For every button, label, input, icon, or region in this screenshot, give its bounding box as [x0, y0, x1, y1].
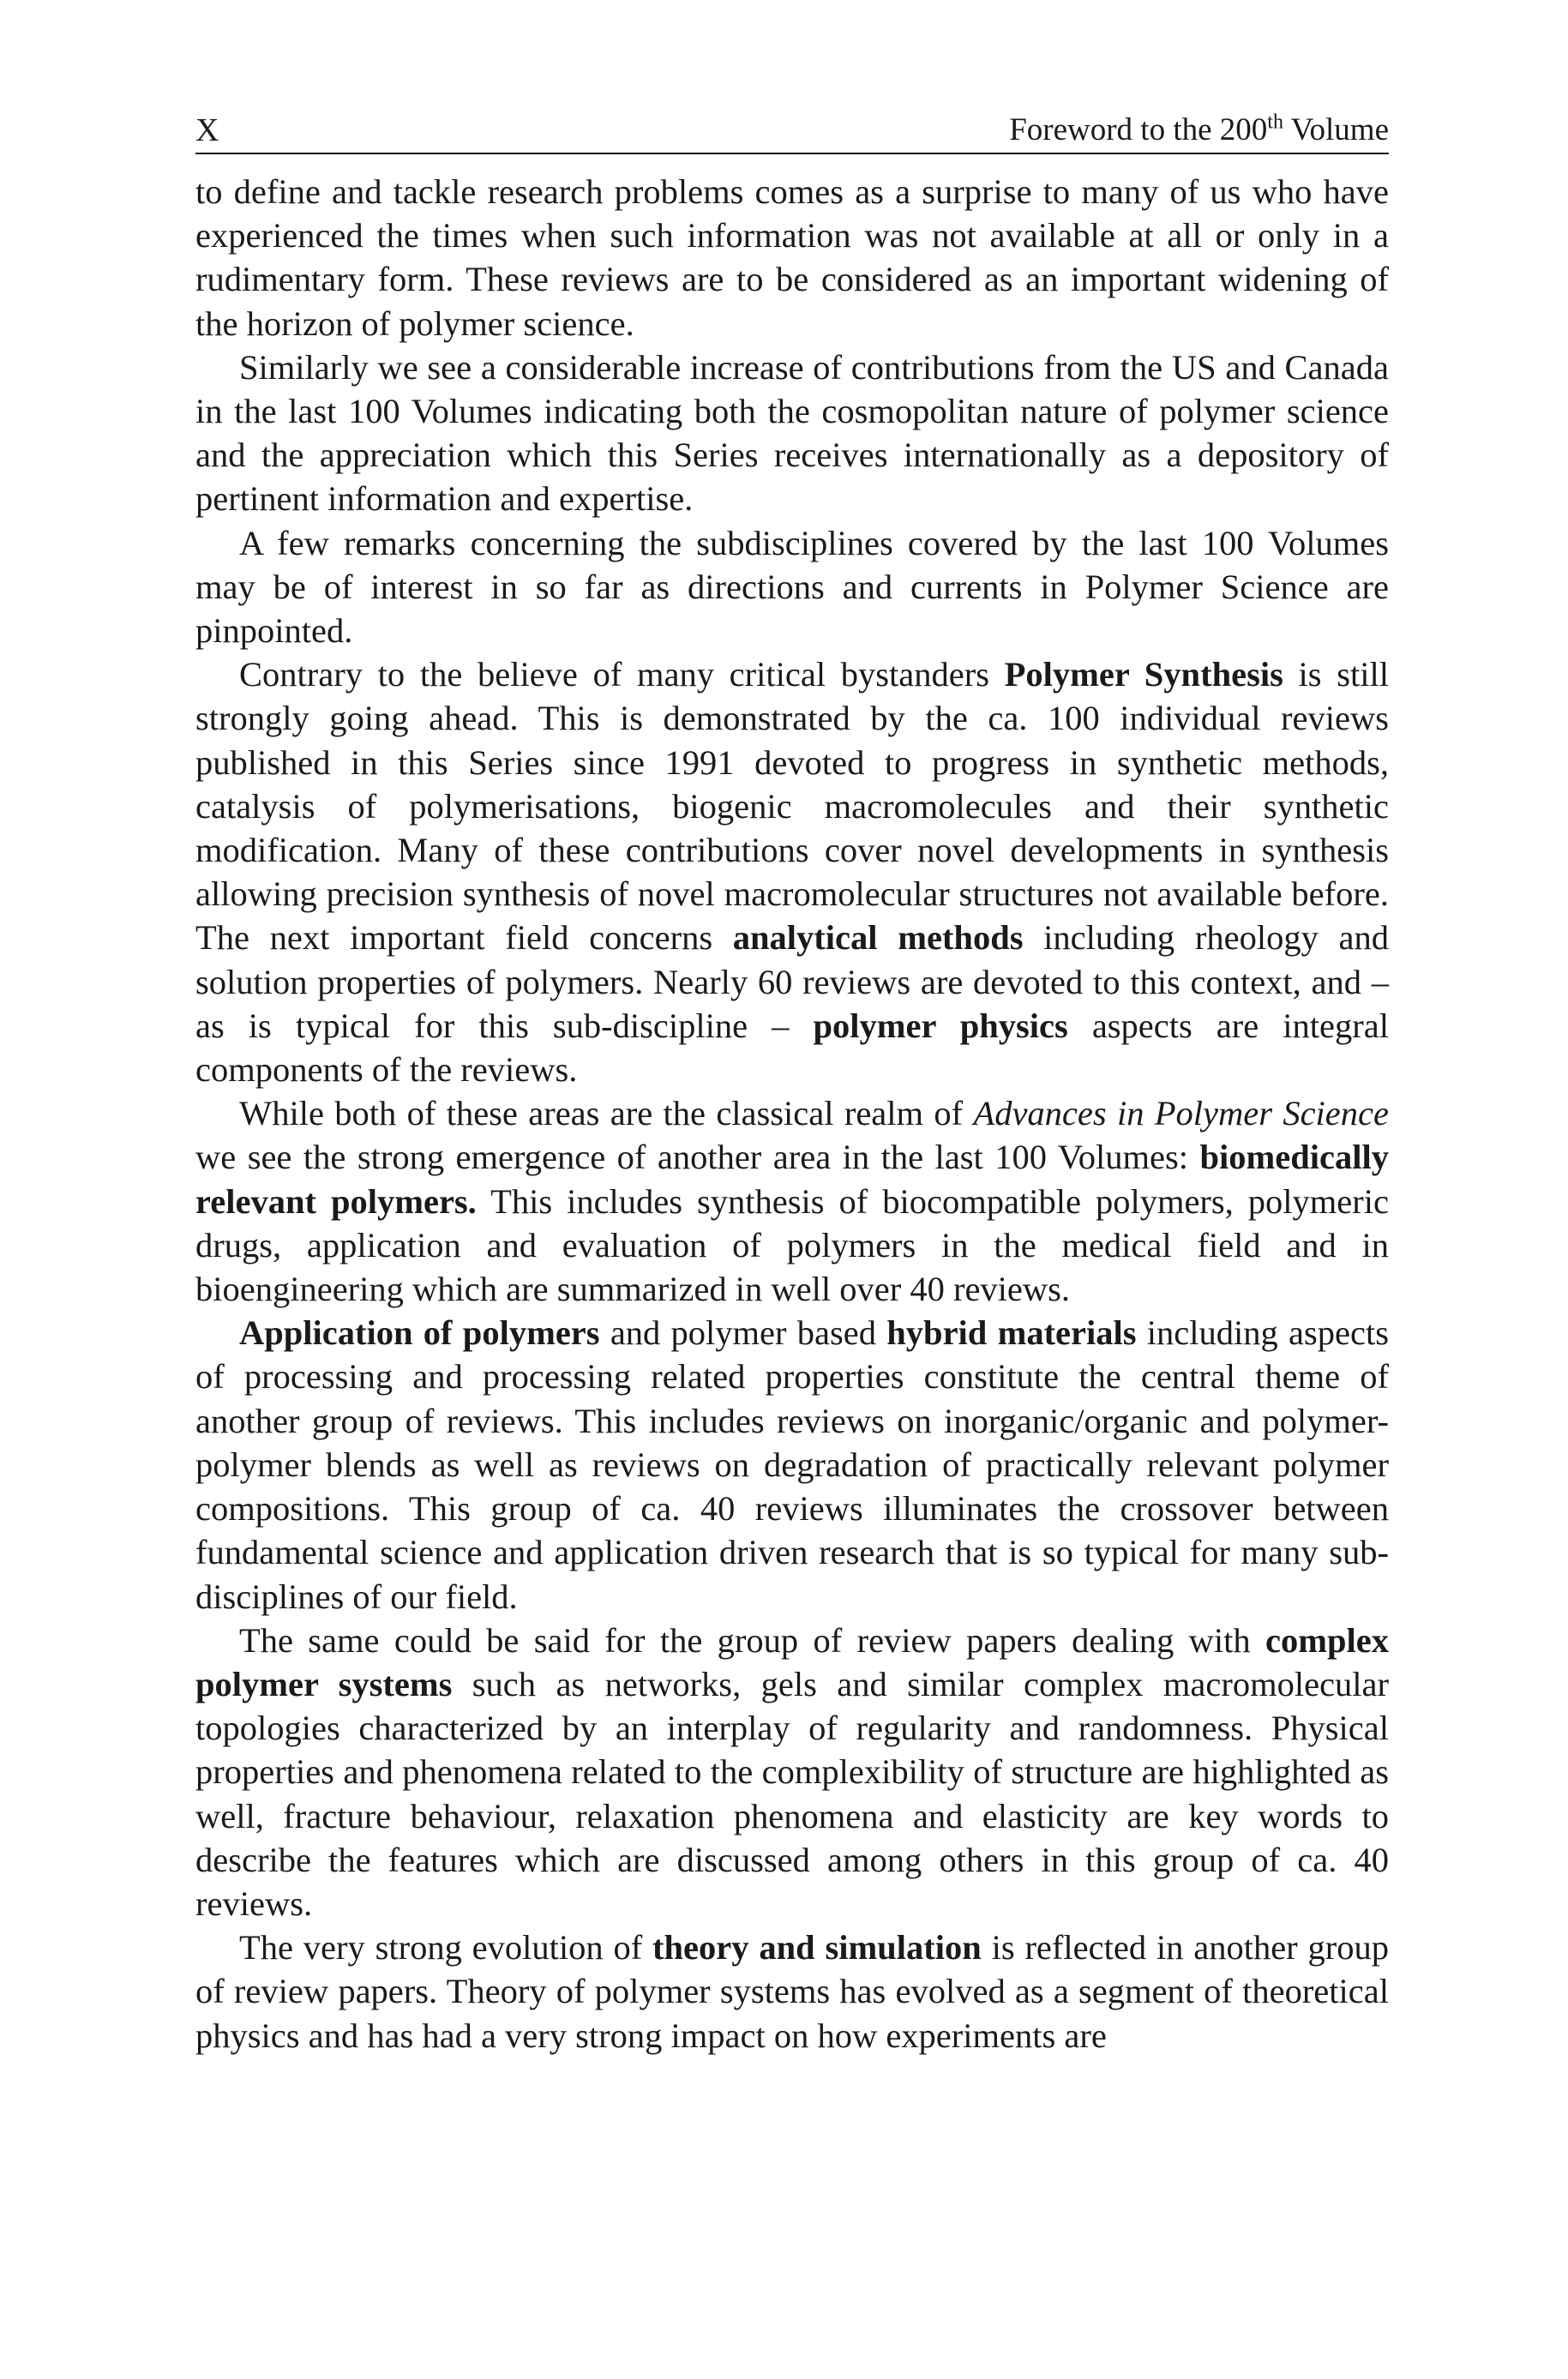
paragraph-6	[195, 1311, 1389, 1618]
bold-term: polymer physics	[813, 1006, 1068, 1045]
paragraph-text: Similarly we see a considerable increase of contributions from the US and Canada in the last 100 Volumes indicating both the cosmopolitan nature of polymer science and the appreciation which this Series receives internationally as a depository of pertinent information and expertise.	[195, 347, 1389, 519]
running-head	[195, 111, 1389, 154]
paragraph-text: The very strong evolution of	[239, 1928, 653, 1967]
paragraph-text: aspects are integral components of the reviews.	[195, 1006, 1389, 1090]
bold-term: analytical methods	[732, 918, 1024, 958]
running-title-text: Foreword to the 200	[1009, 112, 1268, 147]
paragraph-text: including rheology and solution properties of polymers. Nearly 60 reviews are devoted to this context, and – as is typical for this sub-discipline –	[195, 918, 1389, 1045]
paragraph-text: to define and tackle research problems comes as a surprise to many of us who have experienced the times when such information was not available at all or only in a rudimentary form. These reviews are to be considered as an important widening of the horizon of polymer science.	[195, 172, 1389, 343]
paragraph-text: A few remarks concerning the subdisciplines covered by the last 100 Volumes may be of interest in so far as directions and currents in Polymer Science are pinpointed.	[195, 523, 1389, 651]
bold-term: biomedically relevant polymers.	[195, 1138, 1389, 1221]
paragraph-2	[195, 345, 1389, 521]
page-number: X	[195, 112, 220, 148]
bold-term: Application of polymers	[239, 1313, 600, 1353]
body-text	[195, 170, 1389, 2058]
running-title	[1009, 111, 1389, 149]
bold-term: hybrid materials	[886, 1313, 1137, 1353]
paragraph-text: This includes synthesis of biocompatible polymers, polymeric drugs, application and evaluation of polymers in the medical field and in bioengineering which are summarized in well over 40 reviews.	[195, 1181, 1389, 1309]
bold-term: Polymer Synthesis	[1004, 655, 1283, 694]
paragraph-4	[195, 652, 1389, 1091]
bold-term: theory and simulation	[652, 1928, 982, 1967]
paragraph-text: is reflected in another group of review papers. Theory of polymer systems has evolved as a segment of theoretical physics and has had a very strong impact on how experiments are	[195, 1928, 1389, 2055]
paragraph-text: The same could be said for the group of review papers dealing with	[239, 1620, 1266, 1660]
bold-term: complex polymer systems	[195, 1620, 1389, 1703]
paragraph-1	[195, 170, 1389, 345]
book-page	[195, 111, 1389, 2058]
running-title-superscript: th	[1267, 111, 1283, 134]
paragraph-5	[195, 1091, 1389, 1311]
paragraph-8	[195, 1925, 1389, 2058]
paragraph-3	[195, 521, 1389, 653]
paragraph-text: we see the strong emergence of another area in the last 100 Volumes:	[195, 1138, 1200, 1177]
paragraph-text: Contrary to the believe of many critical bystanders	[239, 655, 1005, 694]
running-title-suffix: Volume	[1290, 112, 1389, 147]
paragraph-text: including aspects of processing and processing related properties constitute the central theme of another group of reviews. This includes reviews on inorganic/organic and polymer-polymer blends as well as reviews on degradation of practically relevant polymer compositions. This group of ca. 40 reviews illuminates the crossover between fundamental science and application driven research that is so typical for many sub-disciplines of our field.	[195, 1313, 1389, 1616]
paragraph-text: such as networks, gels and similar complex macromolecular topologies characterized by an interplay of regularity and randomness. Physical properties and phenomena related to the complexibility of structure are highlighted as well, fracture behaviour, relaxation phenomena and elasticity are key words to describe the features which are discussed among others in this group of ca. 40 reviews.	[195, 1664, 1390, 1923]
italic-title: Advances in Polymer Science	[973, 1094, 1389, 1133]
paragraph-text: and polymer based	[599, 1313, 887, 1353]
paragraph-7	[195, 1619, 1389, 1925]
paragraph-text: While both of these areas are the classical realm of	[239, 1094, 974, 1133]
paragraph-text: is still strongly going ahead. This is demonstrated by the ca. 100 individual reviews published in this Series since 1991 devoted to progress in synthetic methods, catalysis of polymerisations, biogenic macromolecules and their synthetic modification. Many of these contributions cover novel developments in synthesis allowing precision synthesis of novel macromolecular structures not available before. The next important field concerns	[195, 655, 1389, 958]
